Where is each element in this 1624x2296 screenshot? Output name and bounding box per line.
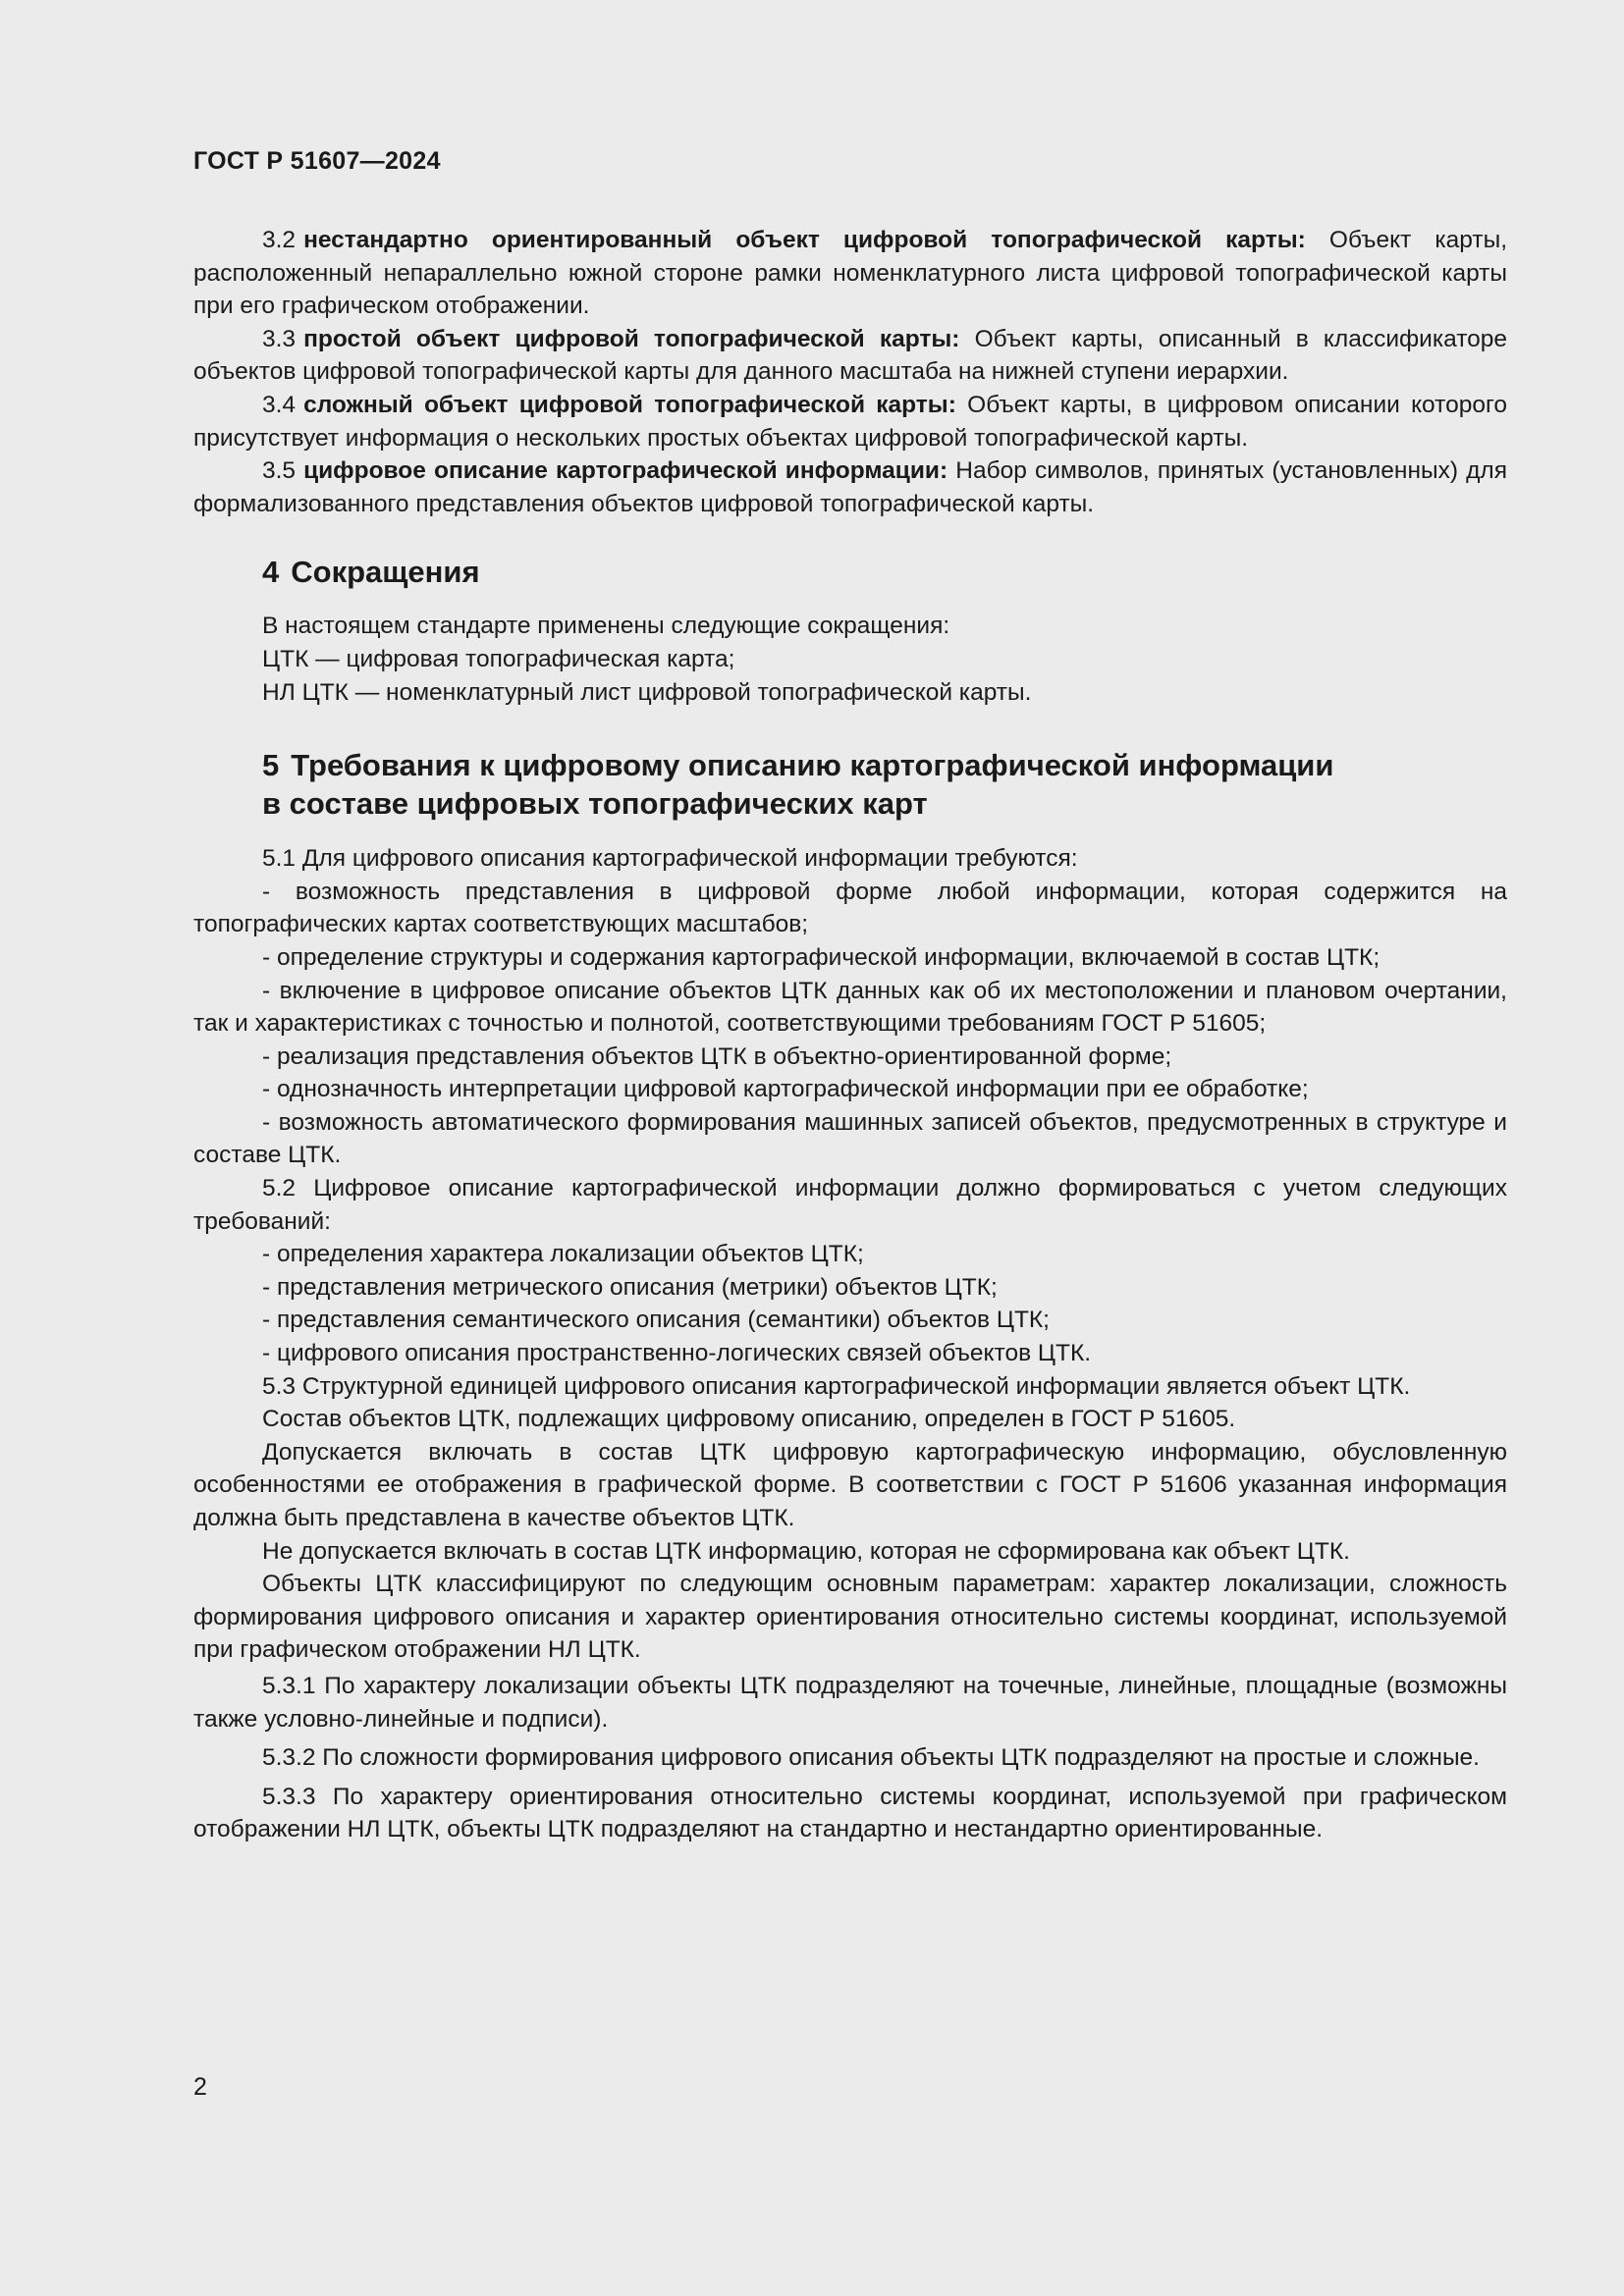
term-3-2 — [193, 224, 1507, 323]
clause-5-3: 5.3 Структурной единицей цифрового описания картографической информации является объект ЦТК. — [262, 1372, 1411, 1400]
section-number: 5 — [262, 748, 280, 783]
list-item: - определение структуры и содержания картографической информации, включаемой в состав ЦТК; — [262, 943, 1380, 971]
term-title: простой объект цифровой топографической карты: — [303, 325, 960, 352]
list-item: - представления метрического описания (метрики) объектов ЦТК; — [262, 1273, 998, 1301]
term-title: цифровое описание картографической информации: — [303, 457, 948, 485]
section-number: 4 — [262, 555, 280, 590]
term-definition: Объект карты, расположенный непараллельно южной стороне рамки номенклатурного листа цифровой топографической карты при его графическом отображении. — [193, 227, 1508, 320]
term-title: нестандартно ориентированный объект цифровой топографической карты: — [303, 227, 1306, 253]
abbreviation-item: ЦТК — цифровая топографическая карта; — [262, 645, 735, 672]
section-5-heading — [193, 746, 1507, 823]
paragraph: Объекты ЦТК классифицируют по следующим основным параметрам: характер локализации, сложность формирования цифрового описания и характер ориентирования относительно системы координат, используемой при графическом отображении НЛ ЦТК. — [193, 1571, 1507, 1664]
term-definition: Объект карты, в цифровом описании которого присутствует информация о нескольких простых объектах цифровой топографической карты. — [193, 391, 1507, 452]
abbreviation-item: НЛ ЦТК — номенклатурный лист цифровой топографической карты. — [262, 678, 1032, 706]
paragraph: Не допускается включать в состав ЦТК информацию, которая не сформирована как объект ЦТК. — [262, 1537, 1350, 1565]
section-title-line-2: в составе цифровых топографических карт — [262, 786, 928, 822]
term-3-5 — [193, 454, 1507, 520]
section-title: Сокращения — [291, 555, 480, 590]
list-item: - включение в цифровое описание объектов ЦТК данных как об их местоположении и плановом очертании, так и характеристиках с точностью и полнотой, соответствующими требованиям ГОСТ Р 51605; — [193, 977, 1507, 1038]
page-number: 2 — [193, 2073, 207, 2101]
term-title: сложный объект цифровой топографической карты: — [303, 391, 956, 418]
clause-5-3-2: 5.3.2 По сложности формирования цифрового описания объекты ЦТК подразделяют на простые и сложные. — [262, 1744, 1480, 1772]
term-definition: Набор символов, принятых (установленных) для формализованного представления объектов цифровой топографической карты. — [193, 457, 1507, 517]
clause-5-2: 5.2 Цифровое описание картографической информации должно формироваться с учетом следующих требований: — [193, 1175, 1507, 1235]
abbreviations-intro: В настоящем стандарте применены следующие сокращения: — [262, 613, 950, 640]
term-3-4 — [193, 389, 1507, 454]
list-item: - определения характера локализации объектов ЦТК; — [262, 1241, 864, 1268]
term-3-3 — [193, 323, 1507, 389]
term-number: 3.3 — [262, 325, 297, 352]
document-code-header: ГОСТ Р 51607—2024 — [193, 147, 441, 175]
term-number: 3.5 — [262, 457, 297, 485]
term-number: 3.2 — [262, 227, 297, 253]
term-definition: Объект карты, описанный в классификаторе объектов цифровой топографической карты для данного масштаба на нижней ступени иерархии. — [193, 325, 1508, 386]
list-item: - возможность автоматического формирования машинных записей объектов, предусмотренных в структуре и составе ЦТК. — [193, 1108, 1507, 1169]
list-item: - представления семантического описания (семантики) объектов ЦТК; — [262, 1307, 1050, 1334]
term-number: 3.4 — [262, 391, 297, 418]
clause-5-3-1: 5.3.1 По характеру локализации объекты ЦТК подразделяют на точечные, линейные, площадные (возможны также условно-линейные и подписи). — [193, 1672, 1507, 1733]
list-item: - однозначность интерпретации цифровой картографической информации при ее обработке; — [262, 1076, 1309, 1103]
paragraph: Состав объектов ЦТК, подлежащих цифровому описанию, определен в ГОСТ Р 51605. — [262, 1406, 1236, 1433]
clause-5-3-3: 5.3.3 По характеру ориентирования относительно системы координат, используемой при графическом отображении НЛ ЦТК, объекты ЦТК подразделяют на стандартно и нестандартно ориентированные. — [193, 1783, 1507, 1843]
list-item: - реализация представления объектов ЦТК в объектно-ориентированной форме; — [262, 1042, 1172, 1070]
list-item: - цифрового описания пространственно-логических связей объектов ЦТК. — [262, 1340, 1092, 1367]
paragraph: Допускается включать в состав ЦТК цифровую картографическую информацию, обусловленную особенностями ее отображения в графической форме. В соответствии с ГОСТ Р 51606 указанная информация должна быть представлена в качестве объектов ЦТК. — [193, 1438, 1507, 1531]
section-4-heading — [193, 553, 1507, 591]
document-body — [193, 224, 1507, 1846]
list-item: - возможность представления в цифровой форме любой информации, которая содержится на топографических картах соответствующих масштабов; — [193, 878, 1507, 938]
section-title-line-1: Требования к цифровому описанию картографической информации — [291, 748, 1334, 783]
clause-5-1: 5.1 Для цифрового описания картографической информации требуются: — [262, 845, 1078, 873]
